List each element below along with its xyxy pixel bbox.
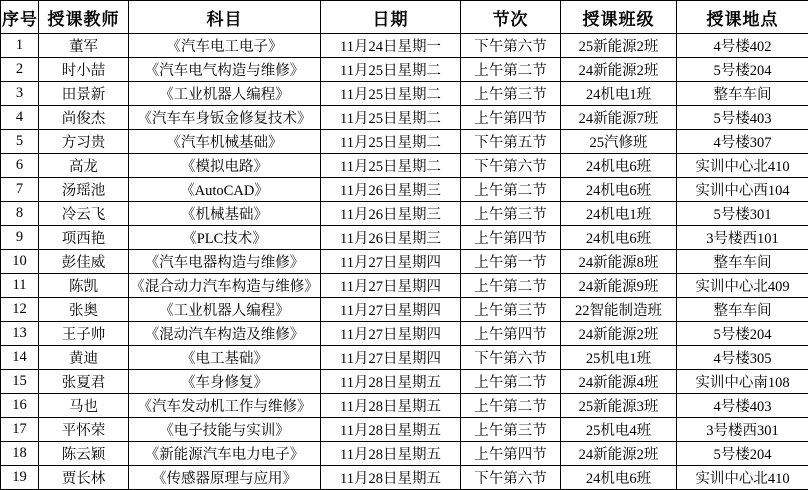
cell-teacher: 项西艳: [39, 226, 129, 250]
cell-class: 25汽修班: [561, 130, 677, 154]
cell-period: 上午第三节: [461, 202, 561, 226]
table-row: [1, 154, 808, 178]
cell-teacher: 平怀荣: [39, 418, 129, 442]
cell-period: 上午第三节: [461, 418, 561, 442]
cell-date: 11月25日星期二: [321, 106, 461, 130]
table-header-row: [1, 1, 808, 34]
cell-index: 3: [1, 82, 39, 106]
cell-period: 上午第二节: [461, 274, 561, 298]
cell-class: 24机电6班: [561, 226, 677, 250]
cell-date: 11月27日星期四: [321, 298, 461, 322]
cell-subject: 《工业机器人编程》: [129, 82, 321, 106]
cell-subject: 《电工基础》: [129, 346, 321, 370]
cell-place: 5号楼301: [677, 202, 808, 226]
cell-teacher: 王子帅: [39, 322, 129, 346]
cell-place: 5号楼204: [677, 442, 808, 466]
cell-subject: 《模拟电路》: [129, 154, 321, 178]
cell-period: 上午第二节: [461, 178, 561, 202]
cell-place: 4号楼403: [677, 394, 808, 418]
cell-index: 11: [1, 274, 39, 298]
cell-date: 11月28日星期五: [321, 466, 461, 490]
table-row: [1, 34, 808, 58]
cell-place: 3号楼西101: [677, 226, 808, 250]
cell-date: 11月27日星期四: [321, 274, 461, 298]
cell-subject: 《车身修复》: [129, 370, 321, 394]
cell-index: 1: [1, 34, 39, 58]
cell-index: 10: [1, 250, 39, 274]
cell-class: 25新能源3班: [561, 394, 677, 418]
column-header-teacher: 授课教师: [39, 1, 129, 34]
cell-period: 上午第四节: [461, 322, 561, 346]
cell-index: 6: [1, 154, 39, 178]
cell-index: 8: [1, 202, 39, 226]
cell-class: 25机电4班: [561, 418, 677, 442]
cell-place: 整车车间: [677, 250, 808, 274]
cell-teacher: 彭佳威: [39, 250, 129, 274]
table-body: [1, 34, 808, 490]
cell-index: 5: [1, 130, 39, 154]
cell-date: 11月25日星期二: [321, 58, 461, 82]
cell-index: 17: [1, 418, 39, 442]
cell-period: 上午第四节: [461, 106, 561, 130]
cell-place: 3号楼西301: [677, 418, 808, 442]
cell-place: 整车车间: [677, 82, 808, 106]
table-row: [1, 274, 808, 298]
cell-subject: 《混合动力汽车构造与维修》: [129, 274, 321, 298]
cell-subject: 《汽车电气构造与维修》: [129, 58, 321, 82]
cell-date: 11月28日星期五: [321, 370, 461, 394]
cell-date: 11月27日星期四: [321, 250, 461, 274]
cell-index: 15: [1, 370, 39, 394]
cell-teacher: 高龙: [39, 154, 129, 178]
table-row: [1, 106, 808, 130]
column-header-index: 序号: [1, 1, 39, 34]
table-row: [1, 466, 808, 490]
cell-subject: 《新能源汽车电力电子》: [129, 442, 321, 466]
cell-class: 24新能源7班: [561, 106, 677, 130]
cell-period: 上午第二节: [461, 394, 561, 418]
cell-date: 11月25日星期二: [321, 82, 461, 106]
cell-class: 24机电1班: [561, 202, 677, 226]
cell-class: 24机电6班: [561, 154, 677, 178]
table-row: [1, 370, 808, 394]
cell-place: 实训中心北409: [677, 274, 808, 298]
table-row: [1, 298, 808, 322]
table-header: [1, 1, 808, 34]
cell-date: 11月26日星期三: [321, 202, 461, 226]
cell-index: 2: [1, 58, 39, 82]
cell-class: 24新能源4班: [561, 370, 677, 394]
cell-subject: 《汽车车身钣金修复技术》: [129, 106, 321, 130]
cell-place: 5号楼403: [677, 106, 808, 130]
cell-date: 11月27日星期四: [321, 346, 461, 370]
cell-subject: 《电子技能与实训》: [129, 418, 321, 442]
cell-period: 下午第六节: [461, 466, 561, 490]
cell-period: 上午第三节: [461, 298, 561, 322]
cell-teacher: 贾长林: [39, 466, 129, 490]
table-row: [1, 394, 808, 418]
table-row: [1, 58, 808, 82]
cell-place: 实训中心西104: [677, 178, 808, 202]
cell-teacher: 董军: [39, 34, 129, 58]
cell-subject: 《PLC技术》: [129, 226, 321, 250]
cell-place: 4号楼305: [677, 346, 808, 370]
cell-class: 24新能源9班: [561, 274, 677, 298]
cell-class: 24机电6班: [561, 178, 677, 202]
cell-period: 上午第二节: [461, 58, 561, 82]
cell-index: 7: [1, 178, 39, 202]
cell-place: 实训中心北410: [677, 466, 808, 490]
cell-class: 22智能制造班: [561, 298, 677, 322]
table-row: [1, 82, 808, 106]
cell-subject: 《机械基础》: [129, 202, 321, 226]
cell-place: 4号楼307: [677, 130, 808, 154]
cell-teacher: 田景新: [39, 82, 129, 106]
cell-index: 12: [1, 298, 39, 322]
cell-index: 4: [1, 106, 39, 130]
cell-index: 9: [1, 226, 39, 250]
cell-teacher: 时小喆: [39, 58, 129, 82]
column-header-place: 授课地点: [677, 1, 808, 34]
table-row: [1, 250, 808, 274]
cell-teacher: 陈凯: [39, 274, 129, 298]
cell-period: 上午第二节: [461, 370, 561, 394]
cell-place: 5号楼204: [677, 58, 808, 82]
cell-teacher: 马也: [39, 394, 129, 418]
cell-subject: 《汽车电工电子》: [129, 34, 321, 58]
cell-place: 整车车间: [677, 298, 808, 322]
cell-period: 下午第五节: [461, 130, 561, 154]
cell-date: 11月26日星期三: [321, 226, 461, 250]
cell-class: 24机电1班: [561, 82, 677, 106]
cell-index: 19: [1, 466, 39, 490]
table-row: [1, 202, 808, 226]
cell-date: 11月28日星期五: [321, 442, 461, 466]
cell-date: 11月25日星期二: [321, 130, 461, 154]
table-row: [1, 226, 808, 250]
cell-teacher: 汤瑶池: [39, 178, 129, 202]
cell-period: 下午第六节: [461, 346, 561, 370]
table-row: [1, 130, 808, 154]
cell-index: 13: [1, 322, 39, 346]
cell-index: 14: [1, 346, 39, 370]
cell-period: 下午第六节: [461, 34, 561, 58]
cell-date: 11月24日星期一: [321, 34, 461, 58]
cell-teacher: 黄迪: [39, 346, 129, 370]
cell-teacher: 张奥: [39, 298, 129, 322]
cell-period: 上午第三节: [461, 82, 561, 106]
cell-teacher: 陈云颖: [39, 442, 129, 466]
cell-subject: 《汽车发动机工作与维修》: [129, 394, 321, 418]
table-row: [1, 178, 808, 202]
cell-subject: 《汽车机械基础》: [129, 130, 321, 154]
cell-class: 24机电6班: [561, 466, 677, 490]
cell-index: 18: [1, 442, 39, 466]
cell-place: 实训中心南108: [677, 370, 808, 394]
cell-class: 24新能源8班: [561, 250, 677, 274]
table-row: [1, 346, 808, 370]
cell-period: 上午第一节: [461, 250, 561, 274]
column-header-class: 授课班级: [561, 1, 677, 34]
column-header-subject: 科目: [129, 1, 321, 34]
cell-period: 下午第六节: [461, 154, 561, 178]
cell-subject: 《AutoCAD》: [129, 178, 321, 202]
cell-class: 25机电1班: [561, 346, 677, 370]
cell-subject: 《混动汽车构造及维修》: [129, 322, 321, 346]
cell-class: 24新能源2班: [561, 442, 677, 466]
cell-place: 4号楼402: [677, 34, 808, 58]
column-header-period: 节次: [461, 1, 561, 34]
table-row: [1, 418, 808, 442]
cell-teacher: 方习贵: [39, 130, 129, 154]
cell-teacher: 张夏君: [39, 370, 129, 394]
cell-period: 上午第四节: [461, 226, 561, 250]
cell-place: 5号楼204: [677, 322, 808, 346]
cell-index: 16: [1, 394, 39, 418]
column-header-date: 日期: [321, 1, 461, 34]
cell-subject: 《传感器原理与应用》: [129, 466, 321, 490]
cell-teacher: 尚俊杰: [39, 106, 129, 130]
cell-date: 11月25日星期二: [321, 154, 461, 178]
cell-subject: 《工业机器人编程》: [129, 298, 321, 322]
cell-date: 11月28日星期五: [321, 394, 461, 418]
table-row: [1, 322, 808, 346]
cell-teacher: 冷云飞: [39, 202, 129, 226]
cell-date: 11月27日星期四: [321, 322, 461, 346]
cell-class: 25新能源2班: [561, 34, 677, 58]
cell-date: 11月28日星期五: [321, 418, 461, 442]
cell-period: 上午第四节: [461, 442, 561, 466]
cell-subject: 《汽车电器构造与维修》: [129, 250, 321, 274]
table-row: [1, 442, 808, 466]
cell-date: 11月26日星期三: [321, 178, 461, 202]
cell-place: 实训中心北410: [677, 154, 808, 178]
cell-class: 24新能源2班: [561, 322, 677, 346]
cell-class: 24新能源2班: [561, 58, 677, 82]
